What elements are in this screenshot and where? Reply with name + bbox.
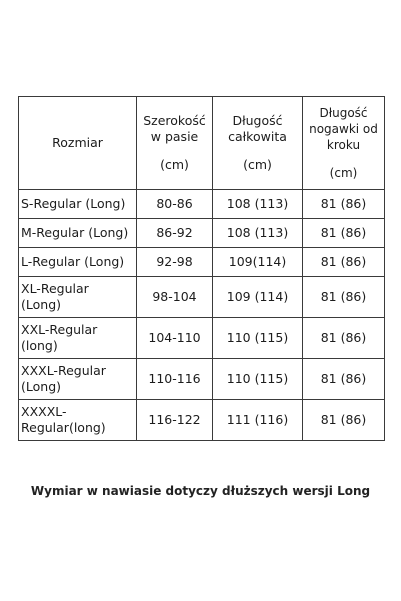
waist-cell: 80-86: [137, 190, 213, 219]
table-row: [19, 277, 385, 318]
length-cell: 108 (113): [213, 219, 303, 248]
waist-cell: 98-104: [137, 277, 213, 318]
header-length: Długość całkowita (cm): [213, 97, 303, 190]
inseam-cell: 81 (86): [303, 400, 385, 441]
length-cell: 109(114): [213, 248, 303, 277]
table-row: [19, 318, 385, 359]
header-row: [19, 97, 385, 190]
length-cell: 111 (116): [213, 400, 303, 441]
table-row: [19, 190, 385, 219]
inseam-cell: 81 (86): [303, 318, 385, 359]
table-row: [19, 248, 385, 277]
inseam-cell: 81 (86): [303, 277, 385, 318]
size-cell: M-Regular (Long): [19, 219, 137, 248]
inseam-cell: 81 (86): [303, 359, 385, 400]
size-cell: XL-Regular (Long): [19, 277, 137, 318]
inseam-cell: 81 (86): [303, 190, 385, 219]
size-cell: XXL-Regular (long): [19, 318, 137, 359]
waist-cell: 92-98: [137, 248, 213, 277]
length-cell: 109 (114): [213, 277, 303, 318]
length-cell: 110 (115): [213, 359, 303, 400]
header-size: Rozmiar: [19, 97, 137, 190]
size-chart-table: [18, 96, 385, 441]
inseam-cell: 81 (86): [303, 219, 385, 248]
table-row: [19, 219, 385, 248]
waist-cell: 86-92: [137, 219, 213, 248]
length-cell: 108 (113): [213, 190, 303, 219]
table-row: [19, 400, 385, 441]
size-cell: S-Regular (Long): [19, 190, 137, 219]
header-inseam: Długość nogawki od kroku (cm): [303, 97, 385, 190]
waist-cell: 116-122: [137, 400, 213, 441]
length-cell: 110 (115): [213, 318, 303, 359]
inseam-cell: 81 (86): [303, 248, 385, 277]
size-cell: XXXL-Regular (Long): [19, 359, 137, 400]
header-waist: Szerokość w pasie (cm): [137, 97, 213, 190]
size-cell: XXXXL- Regular(long): [19, 400, 137, 441]
waist-cell: 104-110: [137, 318, 213, 359]
footnote: Wymiar w nawiasie dotyczy dłuższych wersji Long: [30, 484, 371, 498]
waist-cell: 110-116: [137, 359, 213, 400]
table-row: [19, 359, 385, 400]
size-cell: L-Regular (Long): [19, 248, 137, 277]
